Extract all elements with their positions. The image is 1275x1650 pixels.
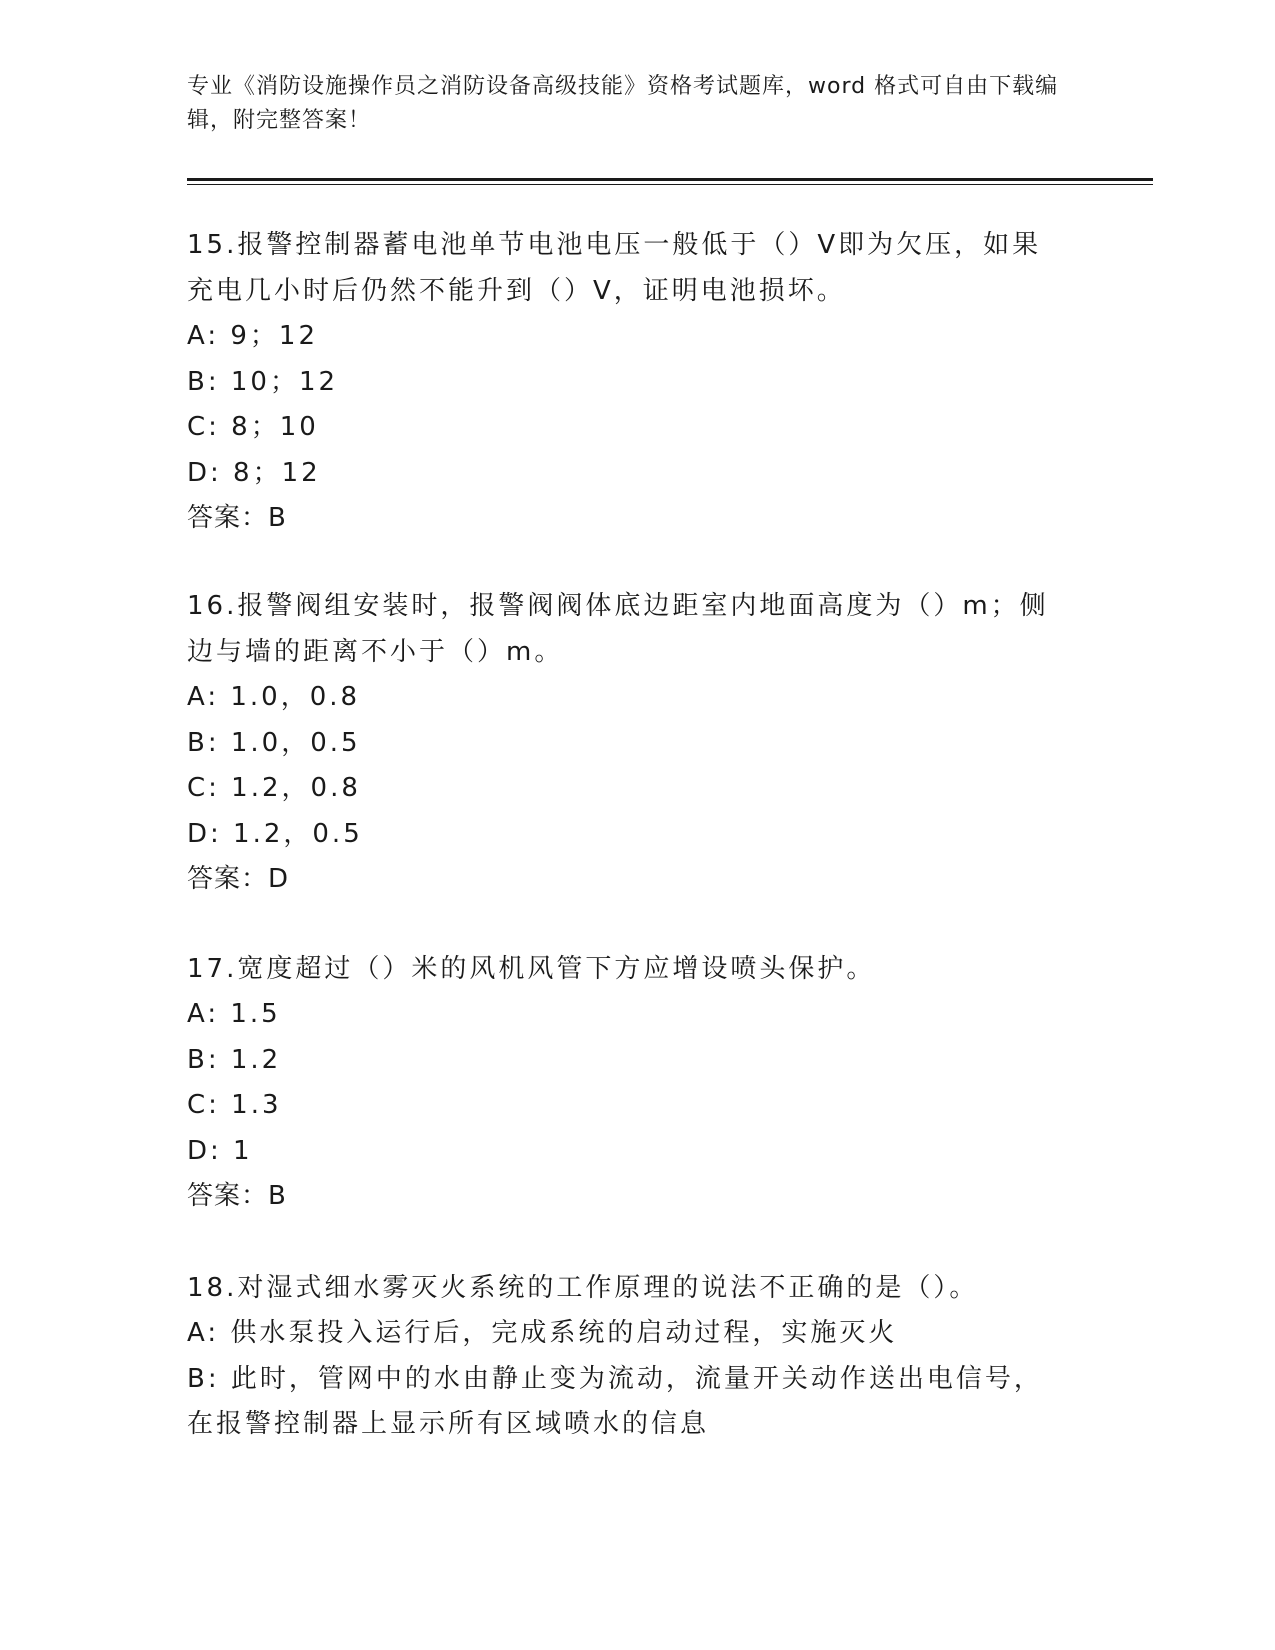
option-a: A: 供水泵投入运行后，完成系统的启动过程，实施灭火 [187,1318,898,1348]
option-d: D: 8；12 [187,457,321,488]
option-b: B: 此时，管网中的水由静止变为流动，流量开关动作送出电信号，在报警控制器上显示所有区域喷水的信息 [187,1363,1043,1439]
option-d: D: 1.2，0.5 [187,818,363,849]
question-stem: 16.报警阀组安装时，报警阀阀体底边距室内地面高度为（）m；侧边与墙的距离不小于（）m。 [187,591,1049,667]
option-c: C: 8；10 [187,412,319,442]
option-a: A: 1.5 [187,999,281,1029]
option-d: D: 1 [187,1135,253,1166]
option-a: A: 9；12 [187,321,318,351]
option-b: B: 1.0，0.5 [187,727,361,758]
question-17 [187,946,1067,1220]
option-b: B: 10；12 [187,366,339,397]
answer: 答案：B [187,503,287,533]
answer: 答案：D [187,864,290,894]
question-stem: 18.对湿式细水雾灭火系统的工作原理的说法不正确的是（）。 [187,1273,979,1303]
question-15 [187,222,1067,542]
option-c: C: 1.2，0.8 [187,773,361,803]
question-16 [187,583,1067,903]
question-stem: 17.宽度超过（）米的风机风管下方应增设喷头保护。 [187,954,876,984]
option-c: C: 1.3 [187,1090,282,1120]
question-18 [187,1265,1067,1448]
header-divider-thick [187,178,1153,181]
header-text: 专业《消防设施操作员之消防设备高级技能》资格考试题库，word 格式可自由下载编辑，附完整答案！ [187,74,1059,133]
question-stem: 15.报警控制器蓄电池单节电池电压一般低于（）V即为欠压，如果充电几小时后仍然不能升到（）V，证明电池损坏。 [187,230,1042,306]
answer: 答案：B [187,1181,287,1211]
option-a: A: 1.0，0.8 [187,682,361,712]
document-header [187,70,1067,138]
option-b: B: 1.2 [187,1044,282,1075]
header-divider-thin [187,184,1153,185]
